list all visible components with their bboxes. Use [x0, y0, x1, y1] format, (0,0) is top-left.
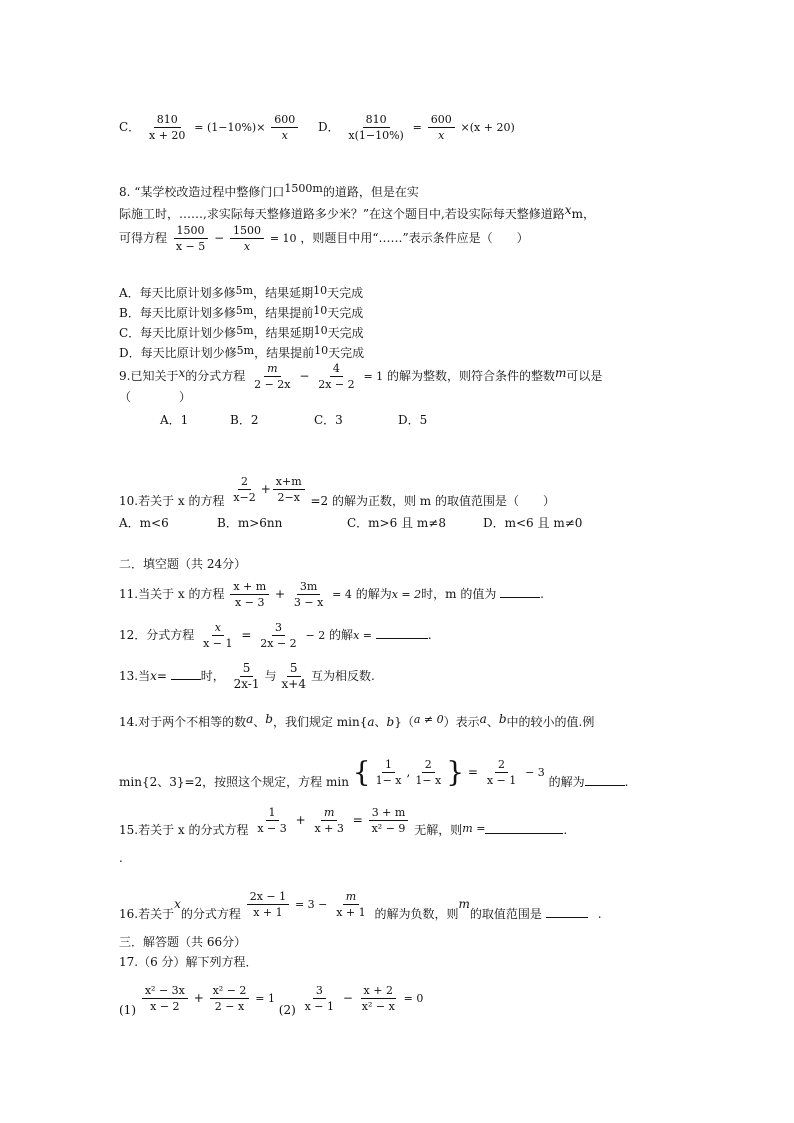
option-c-d-row: C． $\frac{810}{x + 20}$ = (1−10%)× $\frac{600}{x}$ D． $\frac{810}{x(1-10\%)}$ = $\frac{600}{x}$ ×(x + 20): [119, 113, 515, 142]
fraction: $\frac{600}{x}$: [428, 113, 455, 142]
question-8-option-a: A．每天比原计划多修5m，结果延期10天完成: [119, 284, 364, 300]
fraction: $\frac{1}{1- x}$: [375, 758, 402, 787]
right-brace: }: [446, 755, 465, 789]
fraction: $\frac{2}{x-2}$: [233, 475, 256, 504]
question-11: 11.当关于 x 的方程 $\frac{x + m}{x - 3}$ + $\frac{3m}{3 - x}$ = 4 的解为x = 2时，m 的值为 .: [119, 580, 544, 609]
question-10-options: A．m<6 B．m>6nn C．m>6 且 m≠8 D．m<6 且 m≠0: [119, 516, 583, 530]
fraction: $\frac{3}{2x - 2}$: [260, 621, 297, 650]
answer-blank[interactable]: [171, 669, 201, 680]
answer-blank[interactable]: [546, 907, 588, 918]
section-3-heading: 三．解答题（共 66分）: [119, 935, 247, 949]
question-13: 13.当x= 时， $\frac{5}{2x-1}$ 与 $\frac{5}{x+4}$ 互为相反数.: [119, 661, 375, 691]
fraction: $\frac{1500}{x}$: [230, 224, 264, 253]
question-17-equations: (1) $\frac{\text{x² − 3x}}{x - 2}$ + $\frac{\text{x² − 2}}{2 - x}$ = 1 (2) $\frac{3}{x - 1}$ − $\frac{x + 2}{\text{x² − x}}$ = 0: [119, 984, 424, 1017]
fraction: $\frac{x + m}{x - 3}$: [230, 580, 269, 609]
answer-blank[interactable]: [585, 775, 625, 786]
question-8-line-1: 8. “某学校改造过程中整修门口1500m的道路，但是在实: [119, 182, 419, 199]
fraction: $\frac{2}{x - 1}$: [486, 758, 517, 787]
fraction: $\frac{m}{x + 3}$: [314, 806, 344, 835]
question-9-paren: （ ）: [119, 390, 192, 404]
option-c-label: C．: [119, 120, 141, 134]
question-9-options: A．1 B．2 C．3 D．5: [160, 413, 428, 427]
answer-blank[interactable]: [485, 823, 563, 834]
fraction: $\frac{1}{x - 3}$: [257, 806, 287, 835]
question-8-line-2: 际施工时，……,求实际每天整修道路多少米？”在这个题目中,若设实际每天整修道路xm，: [119, 203, 595, 221]
fraction: $\frac{1500}{x - 5}$: [173, 224, 208, 253]
question-16: 16.若关于x的分式方程 $\frac{2x - 1}{x + 1}$ = 3 − $\frac{m}{x + 1}$ 的解为负数，则m的取值范围是 .: [119, 890, 602, 921]
question-8-option-b: B．每天比原计划多修5m，结果提前10天完成: [119, 304, 364, 320]
fraction: $\frac{x+m}{2-x}$: [273, 475, 305, 504]
question-14-line-2: min{2、3}=2，按照这个规定，方程 min { $\frac{1}{1- x}$ , $\frac{2}{1- x}$ } = $\frac{2}{x - 1}$ − 3 的解为 .: [119, 755, 629, 789]
fraction: $\frac{x + 2}{\text{x² − x}}$: [361, 984, 395, 1013]
fraction: $\frac{m}{2 - 2x}$: [254, 362, 291, 391]
question-8-line-3: 可得方程 $\frac{1500}{x - 5}$ − $\frac{1500}{x}$ = 10 ，则题目中用“……”表示条件应是（ ）: [119, 224, 529, 253]
option-d-label: D．: [317, 120, 340, 134]
question-15: 15.若关于 x 的分式方程 $\frac{1}{x - 3}$ + $\frac{m}{x + 3}$ = $\frac{3 + m}{\text{x² − 9}}$ 无解，则m = .: [119, 806, 568, 837]
left-brace: {: [352, 755, 371, 789]
fraction: $\frac{4}{2x - 2}$: [318, 362, 355, 391]
fraction: $\frac{\text{x² − 3x}}{x - 2}$: [142, 984, 188, 1013]
fraction: $\frac{600}{x}$: [271, 113, 298, 142]
question-8-option-d: D．每天比原计划少修5m，结果提前10天完成: [119, 344, 365, 360]
fraction: $\frac{2}{1- x}$: [415, 758, 442, 787]
fraction: $\frac{5}{x+4}$: [281, 661, 306, 691]
fraction: $\frac{810}{x + 20}$: [149, 113, 186, 142]
fraction: $\frac{810}{x(1-10\%)}$: [348, 113, 404, 142]
question-14-line-1: 14.对于两个不相等的数a、b，我们规定 min{a、b}（a ≠ 0）表示a、b中的较小的值.例: [119, 712, 595, 729]
fraction: $\frac{5}{2x-1}$: [233, 661, 260, 691]
question-17-title: 17.（6 分）解下列方程．: [119, 955, 258, 969]
answer-blank[interactable]: [376, 628, 428, 639]
section-2-heading: 二．填空题（共 24分）: [119, 557, 247, 571]
fraction: $\frac{3 + m}{\text{x² − 9}}$: [369, 806, 409, 835]
fraction: $\frac{3m}{3 - x}$: [293, 580, 324, 609]
question-8-option-c: C．每天比原计划少修5m，结果延期10天完成: [119, 324, 364, 340]
question-10-line-1: 10.若关于 x 的方程 $\frac{2}{x-2}$ + $\frac{x+m}{2-x}$ =2 的解为正数，则 m 的取值范围是（ ）: [119, 475, 555, 508]
answer-blank[interactable]: [500, 587, 540, 598]
stray-dot: .: [119, 851, 123, 865]
question-12: 12．分式方程 $\frac{x}{x - 1}$ = $\frac{3}{2x - 2}$ − 2 的解x = .: [119, 621, 432, 650]
fraction: $\frac{\text{x² − 2}}{2 - x}$: [210, 984, 250, 1013]
fraction: $\frac{3}{x - 1}$: [304, 984, 335, 1013]
fraction: $\frac{x}{x - 1}$: [203, 621, 233, 650]
question-9-line-1: 9.已知关于x的分式方程 $\frac{m}{2 - 2x}$ − $\frac{4}{2x - 2}$ = 1 的解为整数，则符合条件的整数m可以是: [119, 362, 603, 391]
fraction: $\frac{2x - 1}{x + 1}$: [247, 890, 289, 919]
fraction: $\frac{m}{x + 1}$: [336, 890, 366, 919]
